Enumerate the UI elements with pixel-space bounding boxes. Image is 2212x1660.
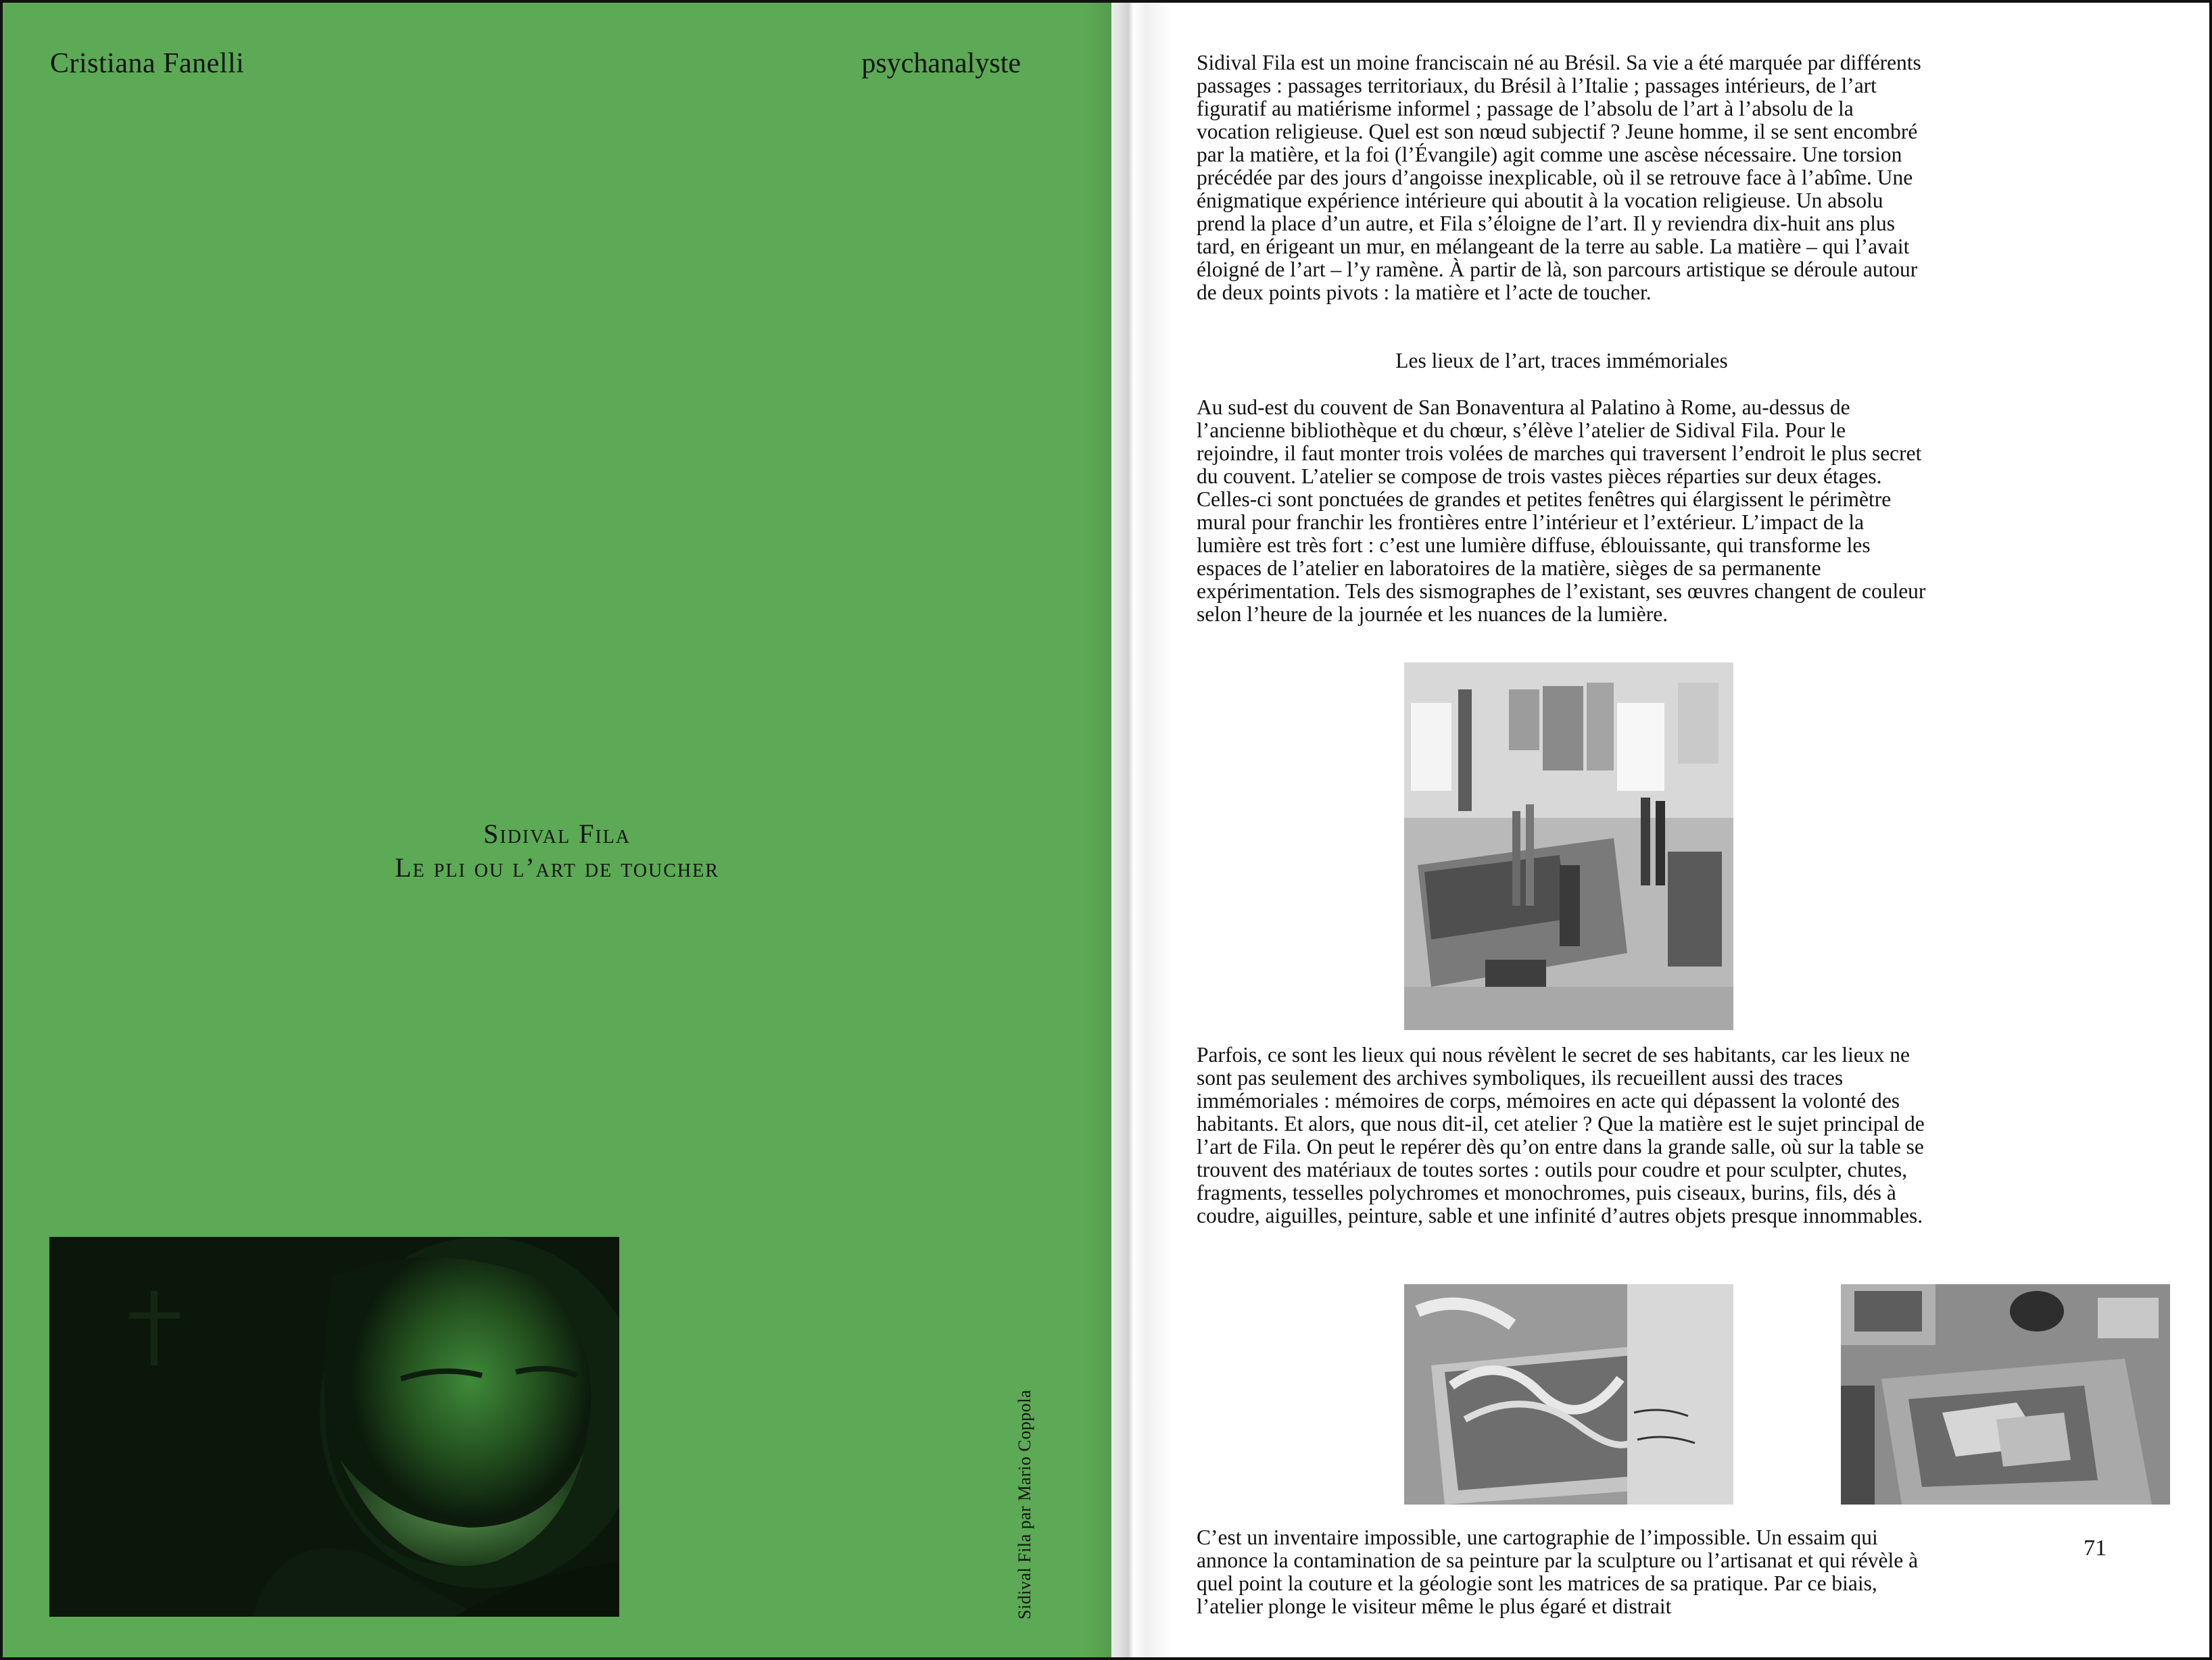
- workbench-photo: [1841, 1284, 2170, 1505]
- title-line-2: Le pli ou l’art de toucher: [395, 852, 719, 883]
- author-role: psychanalyste: [861, 48, 1021, 79]
- paragraph-2-text: Au sud-est du couvent de San Bonaventura al Palatino à Rome, au-dessus de l’ancienne bibliothèque et du chœur, s’élève l’atelier de Sidival Fila. Pour le rejoindre, il faut monter trois volées de marches qui traversent l’endroit le plus secret du couvent. L’atelier se compose de trois vastes pièces réparties sur deux étages. Celles-ci sont ponctuées de grandes et petites fenêtres qui élargissent le périmètre mural pour franchir les frontières entre l’intérieur et l’extérieur. L’impact de la lumière est très fort : c’est une lumière diffuse, éblouissante, qui transforme les espaces de l’atelier en laboratoires de la matière, sièges de sa permanente expérimentation. Tels des sismographes de l’existant, ses œuvres changent de couleur selon l’heure de la journée et les nuances de la lumière.: [1197, 395, 1926, 626]
- section-heading: Les lieux de l’art, traces immémoriales: [1395, 349, 1728, 372]
- left-page: [3, 3, 1111, 1660]
- paragraph-4-text: C’est un inventaire impossible, une cartographie de l’impossible. Un essaim qui annonce la contamination de sa peinture par la sculpture ou l’artisanat et qui révèle à quel point la couture et la géologie sont les matrices de sa pratique. Par ce biais, l’atelier plonge le visiteur même le plus égaré et distrait: [1197, 1525, 1919, 1618]
- paragraph-2: [1197, 396, 1927, 626]
- paragraph-3: [1197, 1044, 1927, 1227]
- atelier-image: [1404, 662, 1733, 1030]
- paragraph-4: [1197, 1526, 1927, 1618]
- materials-box-photo: [1404, 1284, 1733, 1505]
- portrait-image: [49, 1237, 619, 1617]
- author-name: Cristiana Fanelli: [50, 48, 245, 79]
- workbench-image: [1841, 1284, 2170, 1505]
- title-line-1: Sidival Fila: [483, 819, 631, 849]
- paragraph-1: [1197, 51, 1927, 304]
- photo-credit: Sidival Fila par Mario Coppola: [1015, 1390, 1034, 1619]
- atelier-photo: [1404, 662, 1733, 1030]
- page-number: 71: [2084, 1536, 2107, 1561]
- article-title: [3, 817, 1111, 885]
- right-page: [1111, 3, 2212, 1660]
- materials-box-image: [1404, 1284, 1733, 1505]
- portrait-photo: [49, 1237, 619, 1617]
- paragraph-3-text: Parfois, ce sont les lieux qui nous révèlent le secret de ses habitants, car les lieux ne sont pas seulement des archives symboliques, ils recueillent aussi des traces immémoriales : mémoires de corps, mémoires en acte qui dépassent la volonté des habitants. Et alors, que nous dit-il, cet atelier ? Que la matière est le sujet principal de l’art de Fila. On peut le repérer dès qu’on entre dans la grande salle, où sur la table se trouvent des matériaux de toutes sortes : outils pour coudre et pour sculpter, chutes, fragments, tesselles polychromes et monochromes, puis ciseaux, burins, fils, dés à coudre, aiguilles, peinture, sable et une infinité d’autres objets presque innommables.: [1197, 1043, 1925, 1227]
- paragraph-1-text: Sidival Fila est un moine franciscain né au Brésil. Sa vie a été marquée par différents passages : passages territoriaux, du Brésil à l’Italie ; passages intérieurs, de l’art figuratif au matiérisme informel ; passage de l’absolu de l’art à l’absolu de la vocation religieuse. Quel est son nœud subjectif ? Jeune homme, il se sent encombré par la matière, et la foi (l’Évangile) agit comme une ascèse nécessaire. Une torsion précédée par des jours d’angoisse inexplicable, où il se retrouve face à l’abîme. Une énigmatique expérience intérieure qui aboutit à la vocation religieuse. Un absolu prend la place d’un autre, et Fila s’éloigne de l’art. Il y reviendra dix-huit ans plus tard, en érigeant un mur, en mélangeant de la terre au sable. La matière – qui l’avait éloigné de l’art – l’y ramène. À partir de là, son parcours artistique se déroule autour de deux points pivots : la matière et l’acte de toucher.: [1197, 51, 1921, 304]
